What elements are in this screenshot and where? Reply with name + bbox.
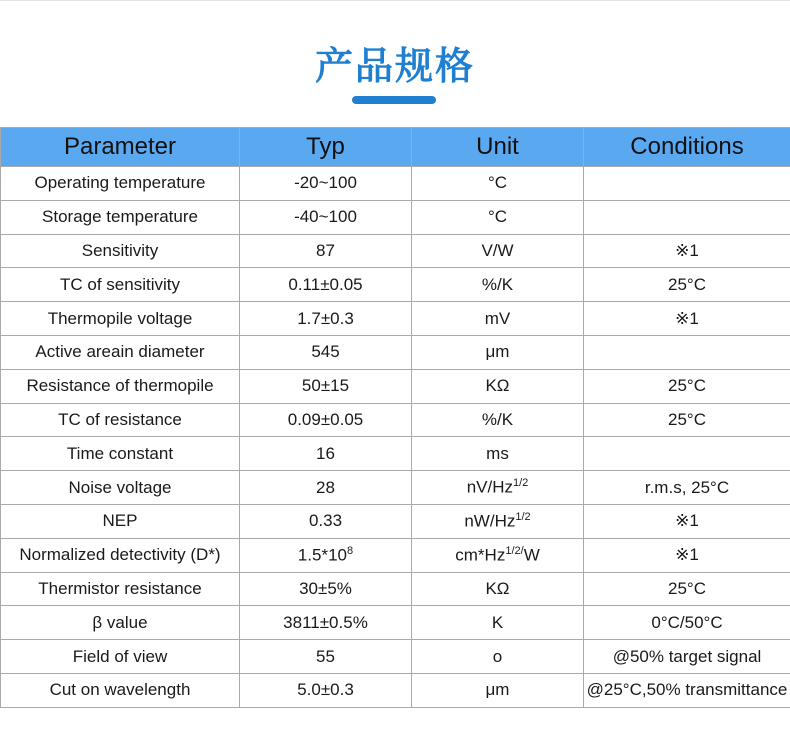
header-parameter: Parameter bbox=[1, 128, 240, 167]
typ-cell: 55 bbox=[240, 640, 412, 674]
unit-cell: %/K bbox=[412, 268, 584, 302]
parameter-cell: Thermistor resistance bbox=[1, 572, 240, 606]
typ-cell: 28 bbox=[240, 471, 412, 505]
typ-cell: -20~100 bbox=[240, 167, 412, 201]
typ-cell: 50±15 bbox=[240, 369, 412, 403]
parameter-cell: Storage temperature bbox=[1, 200, 240, 234]
table-row bbox=[1, 268, 790, 302]
unit-cell: $nV/Hz^{1/2}$ bbox=[412, 471, 584, 505]
table-row bbox=[1, 369, 790, 403]
typ-cell: 16 bbox=[240, 437, 412, 471]
conditions-cell: 25°C bbox=[584, 572, 790, 606]
top-divider bbox=[0, 0, 790, 1]
typ-cell: 0.09±0.05 bbox=[240, 403, 412, 437]
conditions-cell bbox=[584, 335, 790, 369]
unit-cell: μm bbox=[412, 335, 584, 369]
parameter-cell: Normalized detectivity (D*) bbox=[1, 538, 240, 572]
parameter-cell: Time constant bbox=[1, 437, 240, 471]
section-header bbox=[0, 40, 790, 110]
unit-cell: V/W bbox=[412, 234, 584, 268]
conditions-cell bbox=[584, 200, 790, 234]
conditions-cell: ※1 bbox=[584, 504, 790, 538]
typ-cell: 87 bbox=[240, 234, 412, 268]
conditions-cell: ※1 bbox=[584, 234, 790, 268]
typ-cell: 30±5% bbox=[240, 572, 412, 606]
parameter-cell: NEP bbox=[1, 504, 240, 538]
typ-cell: -40~100 bbox=[240, 200, 412, 234]
typ-cell: 0.11±0.05 bbox=[240, 268, 412, 302]
unit-cell: %/K bbox=[412, 403, 584, 437]
typ-cell: $1.5*10^8$ bbox=[240, 538, 412, 572]
unit-cell: $cm*Hz^{1/2/}W$ bbox=[412, 538, 584, 572]
unit-cell: °C bbox=[412, 167, 584, 201]
parameter-cell: Resistance of thermopile bbox=[1, 369, 240, 403]
parameter-cell: TC of sensitivity bbox=[1, 268, 240, 302]
conditions-cell: @25°C,50% transmittance bbox=[584, 673, 790, 707]
table-row bbox=[1, 437, 790, 471]
parameter-cell: Operating temperature bbox=[1, 167, 240, 201]
parameter-cell: Noise voltage bbox=[1, 471, 240, 505]
conditions-cell: 25°C bbox=[584, 268, 790, 302]
table-row bbox=[1, 471, 790, 505]
unit-cell: mV bbox=[412, 302, 584, 336]
conditions-cell: ※1 bbox=[584, 538, 790, 572]
table-row bbox=[1, 200, 790, 234]
table-header-row bbox=[1, 128, 790, 167]
table-row bbox=[1, 572, 790, 606]
parameter-cell: Sensitivity bbox=[1, 234, 240, 268]
unit-cell: $nW/Hz^{1/2}$ bbox=[412, 504, 584, 538]
conditions-cell: 0°C/50°C bbox=[584, 606, 790, 640]
parameter-cell: Active areain diameter bbox=[1, 335, 240, 369]
unit-cell: KΩ bbox=[412, 572, 584, 606]
typ-cell: 5.0±0.3 bbox=[240, 673, 412, 707]
table-body bbox=[1, 167, 790, 708]
table-row bbox=[1, 640, 790, 674]
parameter-cell: Cut on wavelength bbox=[1, 673, 240, 707]
conditions-cell: @50% target signal bbox=[584, 640, 790, 674]
table-row bbox=[1, 302, 790, 336]
table-row bbox=[1, 403, 790, 437]
conditions-cell bbox=[584, 437, 790, 471]
table-row bbox=[1, 167, 790, 201]
unit-cell: °C bbox=[412, 200, 584, 234]
title-underline bbox=[352, 96, 436, 104]
table-row bbox=[1, 335, 790, 369]
conditions-cell: 25°C bbox=[584, 403, 790, 437]
header-typ: Typ bbox=[240, 128, 412, 167]
conditions-cell bbox=[584, 167, 790, 201]
unit-cell: K bbox=[412, 606, 584, 640]
header-conditions: Conditions bbox=[584, 128, 790, 167]
table-row bbox=[1, 673, 790, 707]
conditions-cell: r.m.s, 25°C bbox=[584, 471, 790, 505]
parameter-cell: TC of resistance bbox=[1, 403, 240, 437]
unit-cell: o bbox=[412, 640, 584, 674]
page-title: 产品规格 bbox=[314, 44, 475, 88]
parameter-cell: β value bbox=[1, 606, 240, 640]
spec-table bbox=[0, 127, 790, 708]
table-row bbox=[1, 538, 790, 572]
typ-cell: 0.33 bbox=[240, 504, 412, 538]
table-row bbox=[1, 606, 790, 640]
parameter-cell: Thermopile voltage bbox=[1, 302, 240, 336]
parameter-cell: Field of view bbox=[1, 640, 240, 674]
unit-cell: ms bbox=[412, 437, 584, 471]
typ-cell: 1.7±0.3 bbox=[240, 302, 412, 336]
typ-cell: 3811±0.5% bbox=[240, 606, 412, 640]
conditions-cell: ※1 bbox=[584, 302, 790, 336]
table-row bbox=[1, 504, 790, 538]
table-row bbox=[1, 234, 790, 268]
unit-cell: μm bbox=[412, 673, 584, 707]
conditions-cell: 25°C bbox=[584, 369, 790, 403]
unit-cell: KΩ bbox=[412, 369, 584, 403]
header-unit: Unit bbox=[412, 128, 584, 167]
typ-cell: 545 bbox=[240, 335, 412, 369]
